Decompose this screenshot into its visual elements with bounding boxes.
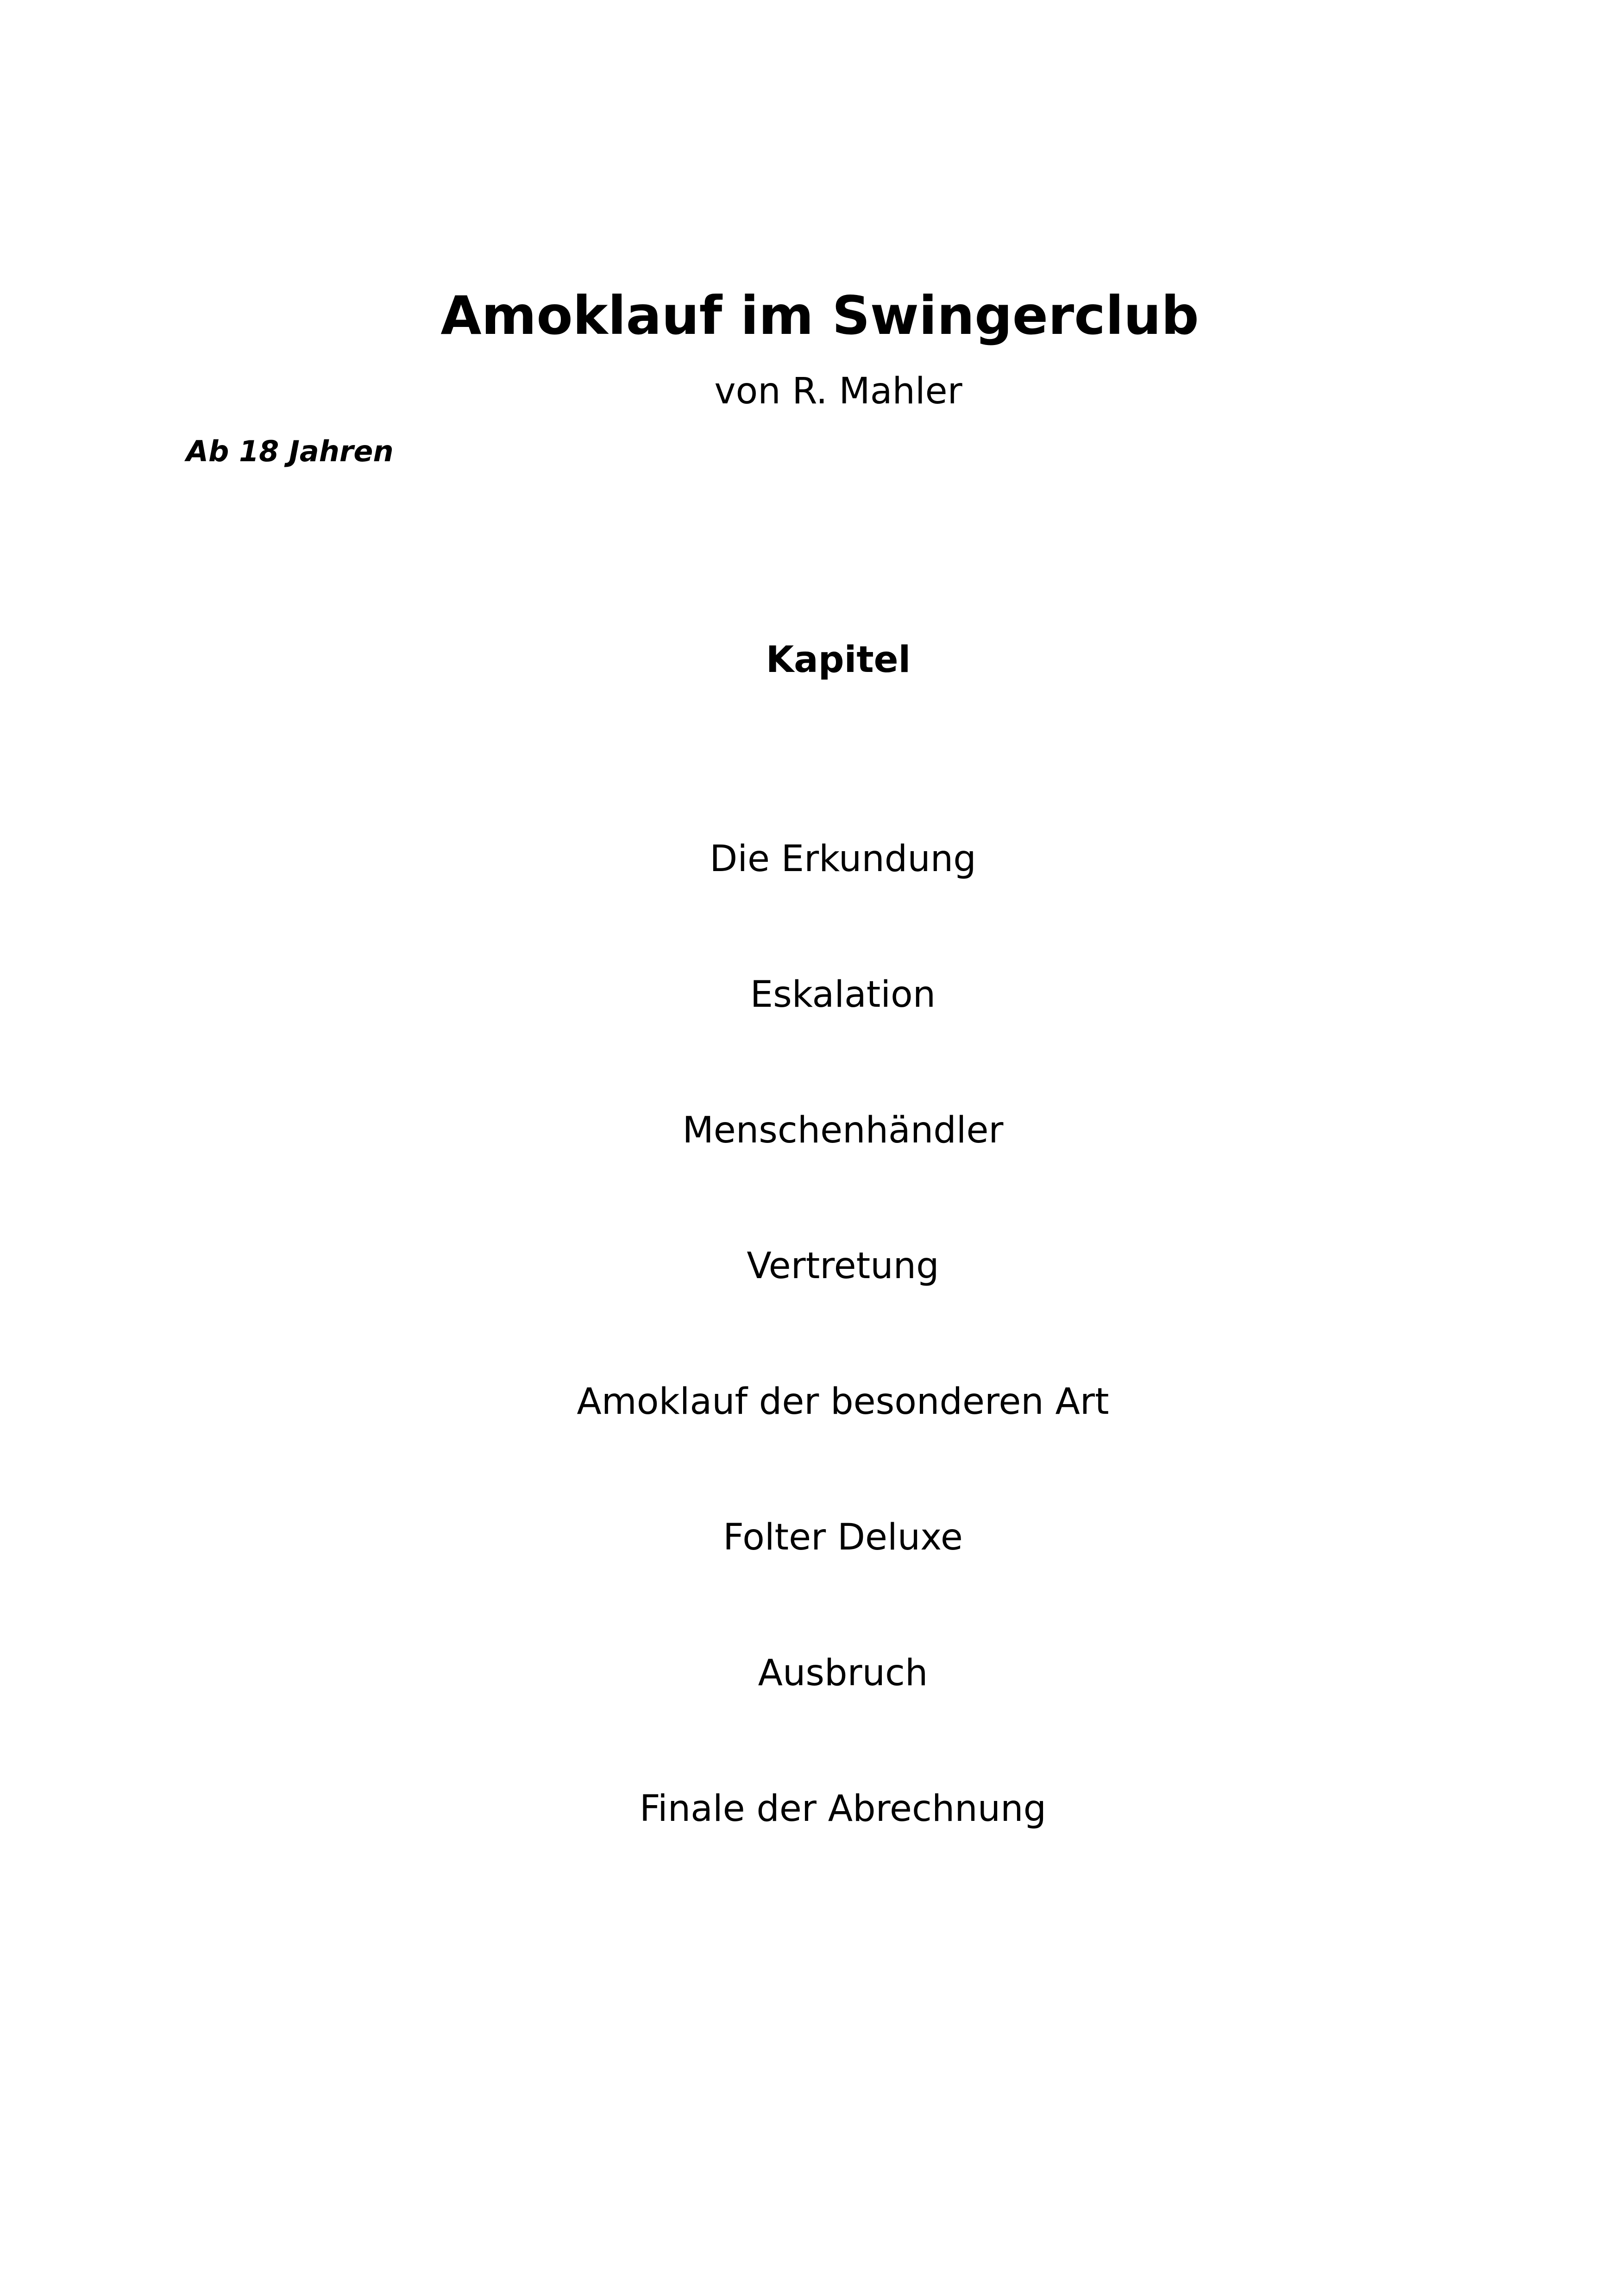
chapter-list: [0, 836, 1621, 1921]
chapter-item: Finale der Abrechnung: [639, 1788, 1047, 1830]
chapters-heading: Kapitel: [766, 639, 911, 681]
chapter-item: Eskalation: [750, 974, 936, 1016]
document-title: Amoklauf im Swingerclub: [440, 285, 1199, 346]
chapter-item: Ausbruch: [758, 1652, 928, 1694]
age-rating-note: Ab 18 Jahren: [186, 434, 394, 468]
chapter-item: Menschenhändler: [682, 1110, 1004, 1151]
chapter-item: Amoklauf der besonderen Art: [577, 1381, 1109, 1423]
chapter-item: Vertretung: [747, 1245, 939, 1287]
chapter-item: Die Erkundung: [710, 838, 976, 880]
author-line: von R. Mahler: [714, 370, 962, 412]
chapter-item: Folter Deluxe: [723, 1517, 963, 1558]
